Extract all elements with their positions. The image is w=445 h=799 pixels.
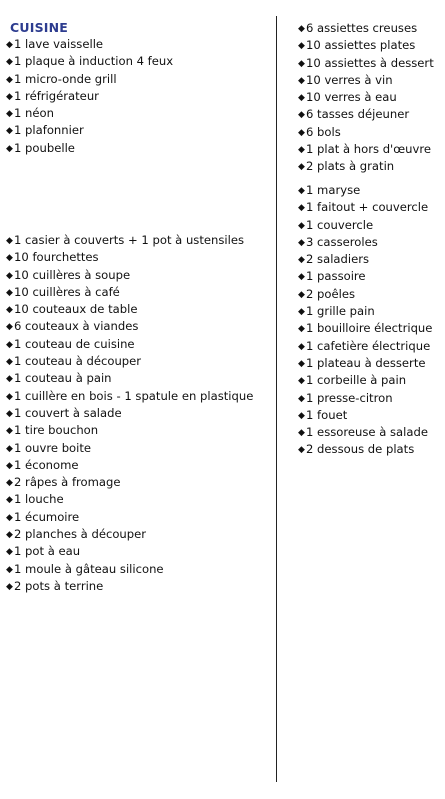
item-label: 1 couteau à découper bbox=[14, 354, 142, 369]
item-label: 2 poêles bbox=[306, 286, 356, 301]
item-label: 2 planches à découper bbox=[14, 527, 147, 542]
item-label: 1 bouilloire électrique bbox=[306, 321, 433, 336]
item-label: 6 bols bbox=[306, 124, 341, 139]
item-label: 1 plaque à induction 4 feux bbox=[14, 54, 174, 69]
bullet-icon: ◆ bbox=[298, 203, 305, 214]
left-list-utensils bbox=[6, 232, 253, 595]
list-item bbox=[6, 301, 253, 318]
list-item bbox=[6, 457, 253, 474]
item-label: 10 verres à eau bbox=[306, 90, 397, 105]
bullet-icon: ◆ bbox=[6, 270, 13, 281]
list-item bbox=[298, 286, 432, 303]
bullet-icon: ◆ bbox=[6, 391, 13, 402]
list-item bbox=[6, 353, 253, 370]
list-item bbox=[298, 20, 434, 37]
bullet-icon: ◆ bbox=[6, 40, 13, 50]
item-label: 1 micro-onde grill bbox=[14, 71, 117, 86]
list-item bbox=[298, 158, 434, 175]
item-label: 1 essoreuse à salade bbox=[306, 425, 428, 440]
bullet-icon: ◆ bbox=[298, 58, 305, 69]
bullet-icon: ◆ bbox=[6, 339, 13, 350]
item-label: 1 cafetière électrique bbox=[306, 338, 431, 353]
bullet-icon: ◆ bbox=[298, 220, 305, 231]
list-item bbox=[6, 88, 173, 105]
list-item bbox=[6, 122, 173, 139]
bullet-icon: ◆ bbox=[6, 126, 13, 137]
list-item bbox=[6, 543, 253, 560]
item-label: 6 tasses déjeuner bbox=[306, 107, 410, 122]
item-label: 1 plateau à desserte bbox=[306, 355, 426, 370]
item-label: 2 plats à gratin bbox=[306, 159, 395, 174]
list-item bbox=[6, 318, 253, 335]
bullet-icon: ◆ bbox=[298, 93, 305, 104]
bullet-icon: ◆ bbox=[298, 162, 305, 173]
right-list-cookware bbox=[298, 182, 432, 459]
bullet-icon: ◆ bbox=[6, 547, 13, 558]
item-label: 2 saladiers bbox=[306, 252, 370, 267]
item-label: 10 cuillères à soupe bbox=[14, 267, 131, 282]
column-divider bbox=[276, 16, 277, 782]
item-label: 1 moule à gâteau silicone bbox=[14, 561, 164, 576]
bullet-icon: ◆ bbox=[6, 109, 13, 120]
list-item bbox=[6, 578, 253, 595]
item-label: 1 néon bbox=[14, 106, 54, 121]
bullet-icon: ◆ bbox=[6, 581, 13, 592]
item-label: 1 lave vaisselle bbox=[14, 37, 104, 51]
bullet-icon: ◆ bbox=[6, 57, 13, 68]
item-label: 1 casier à couverts + 1 pot à ustensiles bbox=[14, 233, 245, 247]
item-label: 10 assiettes plates bbox=[306, 38, 416, 53]
bullet-icon: ◆ bbox=[298, 428, 305, 439]
list-item bbox=[298, 424, 432, 441]
list-item bbox=[298, 372, 432, 389]
list-item bbox=[298, 234, 432, 251]
list-item bbox=[298, 89, 434, 106]
bullet-icon: ◆ bbox=[6, 91, 13, 102]
bullet-icon: ◆ bbox=[6, 512, 13, 523]
bullet-icon: ◆ bbox=[6, 443, 13, 454]
list-item bbox=[298, 251, 432, 268]
item-label: 1 économe bbox=[14, 457, 79, 472]
bullet-icon: ◆ bbox=[298, 324, 305, 335]
item-label: 10 assiettes à dessert bbox=[306, 55, 434, 70]
bullet-icon: ◆ bbox=[6, 374, 13, 385]
item-label: 1 passoire bbox=[306, 269, 366, 284]
list-item bbox=[298, 338, 432, 355]
item-label: 1 grille pain bbox=[306, 304, 375, 319]
section-heading: CUISINE bbox=[10, 20, 69, 35]
item-label: 1 plafonnier bbox=[14, 123, 84, 138]
list-item bbox=[6, 284, 253, 301]
list-item bbox=[6, 491, 253, 508]
list-item bbox=[298, 141, 434, 158]
list-item bbox=[6, 474, 253, 491]
item-label: 1 couteau à pain bbox=[14, 371, 112, 386]
item-label: 10 fourchettes bbox=[14, 250, 99, 265]
item-label: 1 fouet bbox=[306, 407, 348, 422]
item-label: 1 louche bbox=[14, 492, 64, 507]
list-item bbox=[6, 267, 253, 284]
list-item bbox=[298, 268, 432, 285]
list-item bbox=[6, 105, 173, 122]
bullet-icon: ◆ bbox=[6, 287, 13, 298]
bullet-icon: ◆ bbox=[298, 307, 305, 318]
list-item bbox=[298, 407, 432, 424]
list-item bbox=[6, 336, 253, 353]
item-label: 1 ouvre boite bbox=[14, 440, 92, 455]
bullet-icon: ◆ bbox=[298, 255, 305, 266]
item-label: 2 pots à terrine bbox=[14, 578, 104, 593]
list-item bbox=[6, 249, 253, 266]
bullet-icon: ◆ bbox=[6, 357, 13, 368]
list-item bbox=[6, 526, 253, 543]
bullet-icon: ◆ bbox=[298, 410, 305, 421]
right-list-tableware bbox=[298, 20, 434, 176]
item-label: 10 verres à vin bbox=[306, 72, 393, 87]
item-label: 10 cuillères à café bbox=[14, 284, 120, 299]
item-label: 1 tire bouchon bbox=[14, 423, 99, 438]
item-label: 1 plat à hors d'œuvre bbox=[306, 142, 431, 157]
bullet-icon: ◆ bbox=[6, 478, 13, 489]
list-item bbox=[6, 509, 253, 526]
item-label: 1 cuillère en bois - 1 spatule en plastique bbox=[14, 388, 254, 403]
bullet-icon: ◆ bbox=[298, 75, 305, 86]
item-label: 1 couvert à salade bbox=[14, 405, 122, 420]
list-item bbox=[6, 388, 253, 405]
list-item bbox=[298, 124, 434, 141]
list-item bbox=[6, 405, 253, 422]
bullet-icon: ◆ bbox=[298, 445, 305, 456]
bullet-icon: ◆ bbox=[6, 426, 13, 437]
list-item bbox=[298, 106, 434, 123]
list-item bbox=[298, 199, 432, 216]
list-item bbox=[6, 71, 173, 88]
bullet-icon: ◆ bbox=[298, 41, 305, 52]
list-item bbox=[6, 561, 253, 578]
bullet-icon: ◆ bbox=[298, 145, 305, 156]
list-item bbox=[298, 182, 432, 199]
bullet-icon: ◆ bbox=[298, 376, 305, 387]
item-label: 1 poubelle bbox=[14, 140, 75, 155]
bullet-icon: ◆ bbox=[6, 530, 13, 541]
item-label: 2 râpes à fromage bbox=[14, 475, 121, 490]
item-label: 6 couteaux à viandes bbox=[14, 319, 139, 334]
bullet-icon: ◆ bbox=[6, 564, 13, 575]
item-label: 10 couteaux de table bbox=[14, 302, 138, 317]
list-item bbox=[6, 422, 253, 439]
bullet-icon: ◆ bbox=[6, 236, 13, 246]
list-item bbox=[298, 390, 432, 407]
bullet-icon: ◆ bbox=[6, 253, 13, 264]
item-label: 6 assiettes creuses bbox=[306, 21, 418, 35]
bullet-icon: ◆ bbox=[298, 289, 305, 300]
list-item bbox=[298, 441, 432, 458]
bullet-icon: ◆ bbox=[298, 358, 305, 369]
bullet-icon: ◆ bbox=[298, 24, 305, 34]
bullet-icon: ◆ bbox=[6, 74, 13, 85]
item-label: 3 casseroles bbox=[306, 234, 378, 249]
item-label: 1 presse-citron bbox=[306, 390, 393, 405]
bullet-icon: ◆ bbox=[298, 341, 305, 352]
list-item bbox=[298, 72, 434, 89]
list-item bbox=[6, 232, 253, 249]
bullet-icon: ◆ bbox=[298, 393, 305, 404]
list-item bbox=[6, 140, 173, 157]
bullet-icon: ◆ bbox=[6, 305, 13, 316]
list-item bbox=[298, 217, 432, 234]
item-label: 1 faitout + couvercle bbox=[306, 200, 429, 215]
bullet-icon: ◆ bbox=[298, 186, 305, 196]
item-label: 1 couteau de cuisine bbox=[14, 336, 135, 351]
bullet-icon: ◆ bbox=[298, 127, 305, 138]
bullet-icon: ◆ bbox=[298, 272, 305, 283]
item-label: 1 réfrigérateur bbox=[14, 88, 99, 103]
list-item bbox=[6, 53, 173, 70]
item-label: 1 corbeille à pain bbox=[306, 373, 407, 388]
bullet-icon: ◆ bbox=[6, 460, 13, 471]
item-label: 1 écumoire bbox=[14, 509, 80, 524]
list-item bbox=[298, 37, 434, 54]
item-label: 2 dessous de plats bbox=[306, 442, 415, 457]
left-list-appliances bbox=[6, 36, 173, 157]
bullet-icon: ◆ bbox=[6, 408, 13, 419]
bullet-icon: ◆ bbox=[298, 237, 305, 248]
bullet-icon: ◆ bbox=[6, 143, 13, 154]
item-label: 1 couvercle bbox=[306, 217, 374, 232]
item-label: 1 maryse bbox=[306, 183, 361, 197]
bullet-icon: ◆ bbox=[298, 110, 305, 121]
item-label: 1 pot à eau bbox=[14, 544, 81, 559]
list-item bbox=[298, 55, 434, 72]
list-item bbox=[6, 36, 173, 53]
list-item bbox=[298, 320, 432, 337]
list-item bbox=[298, 303, 432, 320]
list-item bbox=[6, 440, 253, 457]
bullet-icon: ◆ bbox=[6, 322, 13, 333]
bullet-icon: ◆ bbox=[6, 495, 13, 506]
list-item bbox=[6, 370, 253, 387]
list-item bbox=[298, 355, 432, 372]
